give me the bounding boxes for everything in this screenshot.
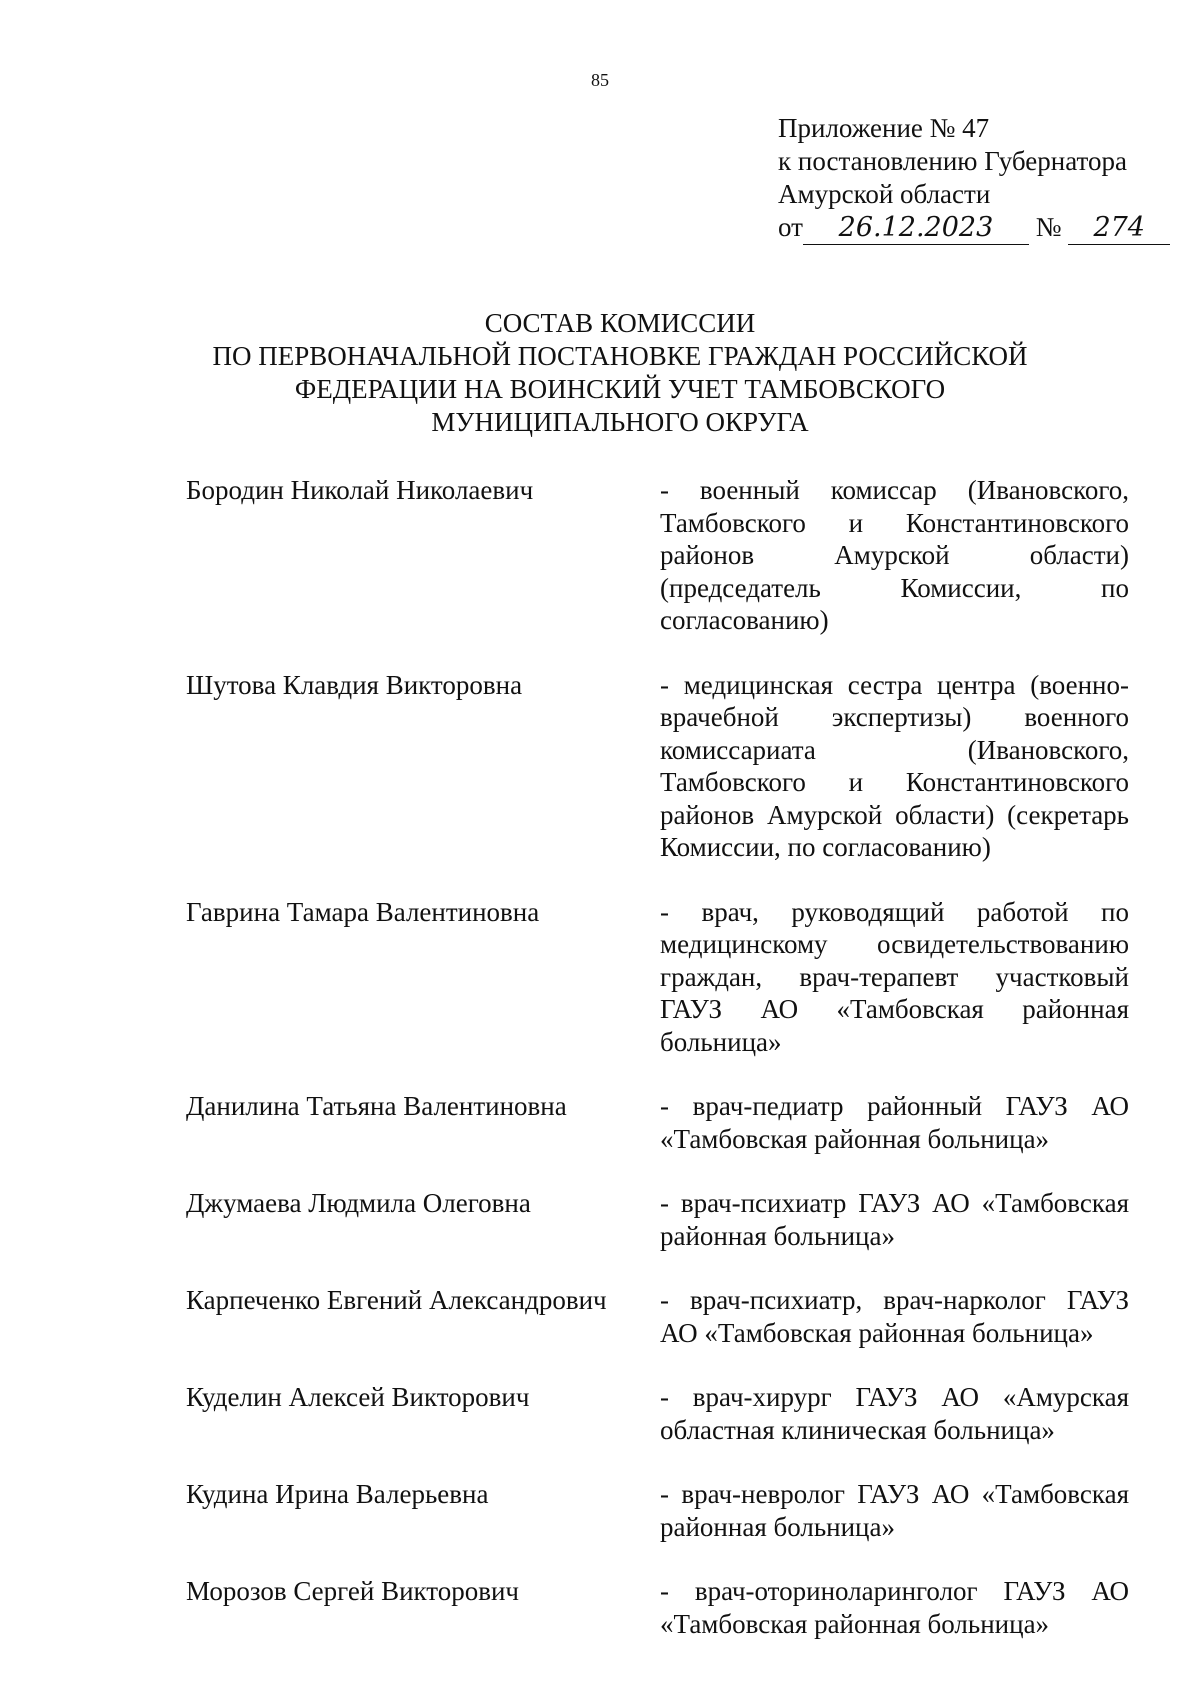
member-role: - врач-хирург ГАУЗ АО «Амурская областная клиническая больница» [660,1382,1129,1445]
member-role: - врач-психиатр ГАУЗ АО «Тамбовская районная больница» [660,1188,1129,1251]
member-name: Шутова Клавдия Викторовна [186,669,523,700]
member-name: Куделин Алексей Викторович [186,1382,530,1412]
member-row [186,1284,1129,1349]
appendix-region: Амурской области [778,179,991,209]
member-name: Данилина Татьяна Валентиновна [186,1091,567,1121]
member-name: Джумаева Людмила Олеговна [186,1188,531,1218]
page-number: 85 [591,70,609,90]
member-row [186,896,1129,1059]
member-row [186,474,1129,637]
member-role: - врач-педиатр районный ГАУЗ АО «Тамбовская районная больница» [660,1091,1129,1154]
member-row [186,1478,1129,1543]
appendix-date-line [778,211,1170,245]
member-name: Бородин Николай Николаевич [186,475,534,505]
member-row [186,1575,1129,1640]
member-row [186,1381,1129,1446]
title-line: ФЕДЕРАЦИИ НА ВОИНСКИЙ УЧЕТ ТАМБОВСКОГО [294,374,946,404]
title-line: МУНИЦИПАЛЬНОГО ОКРУГА [431,407,809,437]
member-role: - врач-невролог ГАУЗ АО «Тамбовская районная больница» [660,1479,1129,1542]
member-role: - военный комиссар (Ивановского, Тамбовского и Константиновского районов Амурской области) (председатель Комиссии, по согласованию) [660,475,1129,635]
member-row [186,669,1129,864]
commission-members-list [186,474,1129,1640]
member-name: Гаврина Тамара Валентиновна [186,896,540,927]
appendix-header [778,112,1170,245]
member-role: - медицинская сестра центра (военно-врачебной экспертизы) военного комиссариата (Ивановского, Тамбовского и Константиновского районов Амурской области) (секретарь Комиссии, по согласованию) [660,669,1129,862]
appendix-reference: к постановлению Губернатора [778,146,1127,176]
title-line: ПО ПЕРВОНАЧАЛЬНОЙ ПОСТАНОВКЕ ГРАЖДАН РОССИЙСКОЙ [212,341,1028,371]
number-sign: № [1035,212,1062,242]
handwritten-number: 274 [1068,211,1170,245]
date-prefix: от [778,212,803,242]
member-name: Кудина Ирина Валерьевна [186,1479,489,1509]
member-row [186,1187,1129,1252]
member-role: - врач, руководящий работой по медицинскому освидетельствованию граждан, врач-терапевт участковый ГАУЗ АО «Тамбовская районная больница» [660,896,1129,1057]
handwritten-date: 26.12.2023 [803,211,1029,245]
document-title [120,307,1120,439]
member-row [186,1090,1129,1155]
member-name: Морозов Сергей Викторович [186,1576,520,1606]
title-line: СОСТАВ КОМИССИИ [484,308,756,338]
member-name: Карпеченко Евгений Александрович [186,1285,607,1315]
member-role: - врач-оториноларинголог ГАУЗ АО «Тамбовская районная больница» [660,1576,1129,1639]
appendix-title: Приложение № 47 [778,113,990,143]
member-role: - врач-психиатр, врач-нарколог ГАУЗ АО «Тамбовская районная больница» [660,1285,1129,1348]
